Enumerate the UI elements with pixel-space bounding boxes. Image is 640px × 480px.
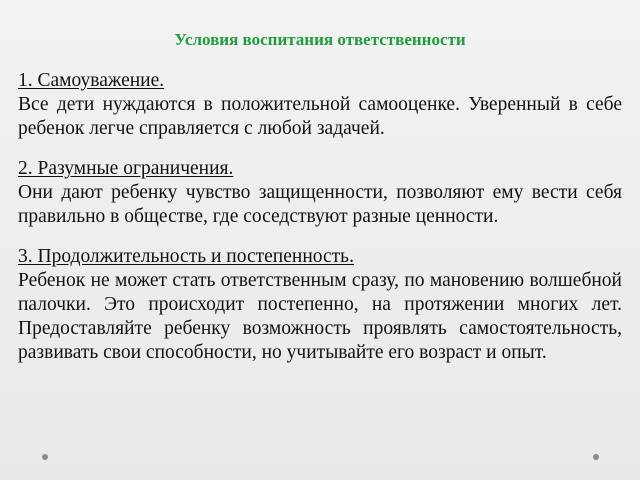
section-self-esteem	[18, 69, 622, 141]
slide-title: Условия воспитания ответственности	[174, 30, 466, 49]
section-heading: 1. Самоуважение.	[18, 70, 165, 91]
decorative-dot	[593, 454, 599, 460]
section-heading: 2. Разумные ограничения.	[18, 158, 234, 179]
section-heading: 3. Продолжительность и постепенность.	[18, 246, 354, 267]
section-text: Они дают ребенку чувство защищенности, позволяют ему вести себя правильно в обществе, где соседствуют разные ценности.	[18, 182, 622, 227]
section-text: Все дети нуждаются в положительной самооценке. Уверенный в себе ребенок легче справляется с любой задачей.	[18, 94, 622, 139]
slide-content	[18, 69, 622, 381]
section-gradualness	[18, 245, 622, 365]
decorative-dot	[42, 454, 48, 460]
section-text: Ребенок не может стать ответственным сразу, по мановению волшебной палочки. Это происходит постепенно, на протяжении многих лет. Предоставляйте ребенку возможность проявлять самостоятельность, развивать свои способности, но учитывайте его возраст и опыт.	[18, 270, 622, 363]
section-reasonable-limits	[18, 157, 622, 229]
